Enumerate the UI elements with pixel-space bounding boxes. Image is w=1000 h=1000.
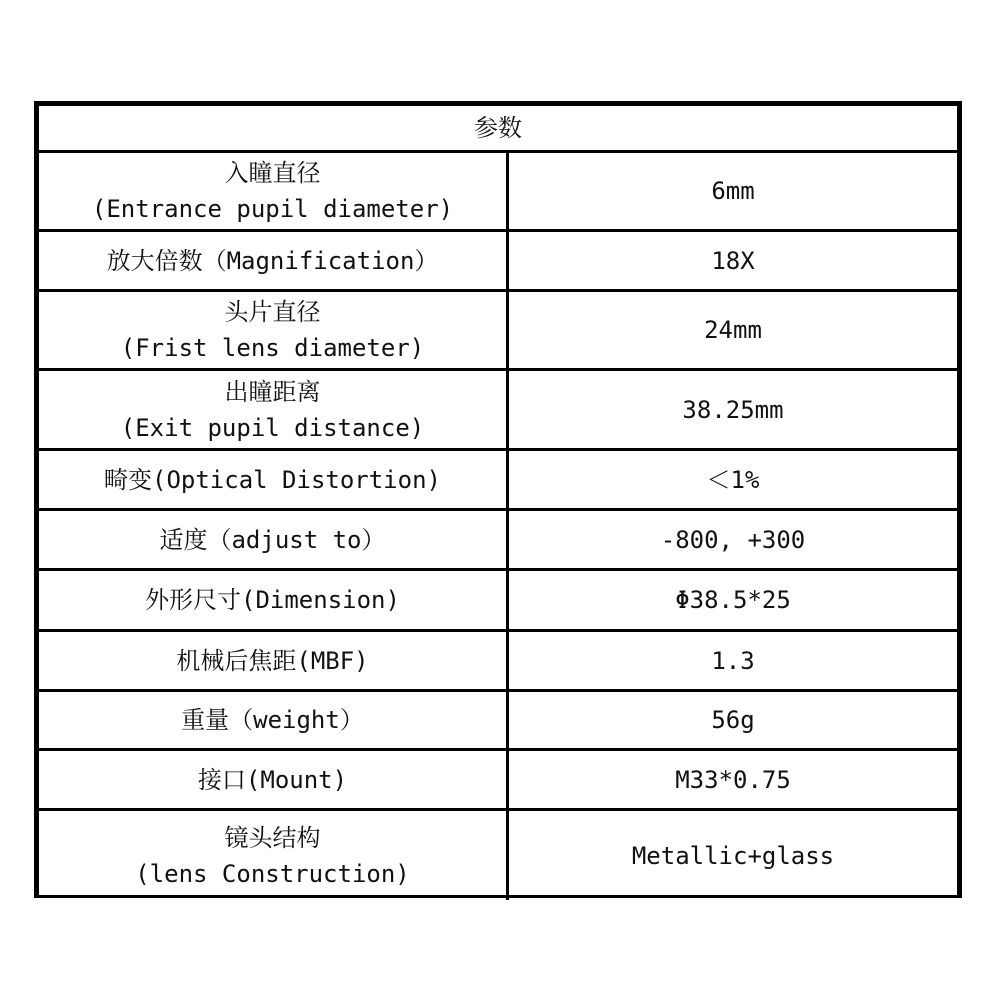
table-row [39, 568, 957, 629]
table-row [39, 368, 957, 448]
spec-table [34, 101, 962, 898]
param-label-en: (Frist lens diameter) [120, 334, 425, 362]
param-label-cn: 机械后焦距(MBF) [176, 646, 369, 675]
param-label-en: (Entrance pupil diameter) [91, 195, 454, 223]
param-value: 56g [711, 706, 755, 734]
param-label-cell [39, 232, 509, 289]
table-row [39, 150, 957, 229]
param-label-cell [39, 292, 509, 368]
param-label-cell [39, 451, 509, 508]
param-label-cell [39, 511, 509, 568]
param-label-cell [39, 371, 509, 448]
param-value: ＜1% [706, 465, 760, 494]
param-label-cn: 出瞳距离 [224, 377, 321, 406]
param-label-cn: 镜头结构 [224, 823, 321, 852]
param-label-cn: 适度（adjust to） [159, 525, 386, 554]
table-row [39, 748, 957, 808]
param-label-en: (Exit pupil distance) [120, 413, 425, 442]
param-value: Φ38.5*25 [675, 586, 791, 614]
param-value: M33*0.75 [675, 765, 791, 794]
table-row [39, 229, 957, 289]
param-value: 1.3 [711, 646, 755, 675]
param-label-cn: 头片直径 [224, 298, 321, 326]
table-row [39, 508, 957, 568]
param-label-cn: 接口(Mount) [197, 765, 348, 794]
param-label-cn: 入瞳直径 [224, 159, 321, 187]
param-label-cell [39, 153, 509, 229]
table-bottom-border [34, 895, 962, 898]
param-value: Metallic+glass [631, 841, 835, 870]
param-label-cn: 畸变(Optical Distortion) [104, 465, 441, 494]
table-header: 参数 [474, 114, 522, 142]
table-row [39, 629, 957, 689]
param-label-cell [39, 692, 509, 748]
param-label-cell [39, 751, 509, 808]
param-label-cn: 重量（weight） [181, 706, 364, 734]
table-row [39, 689, 957, 748]
param-label-cn: 放大倍数（Magnification） [106, 246, 439, 275]
param-label-cell [39, 632, 509, 689]
param-value: 18X [711, 246, 755, 275]
table-header-row [39, 103, 957, 153]
param-value: 38.25mm [682, 395, 784, 424]
param-value: -800, +300 [660, 525, 806, 554]
table-row [39, 448, 957, 508]
param-label-cell [39, 811, 509, 900]
param-label-cell [39, 571, 509, 629]
param-label-cn: 外形尺寸(Dimension) [145, 586, 400, 614]
param-value: 24mm [704, 316, 762, 344]
param-value: 6mm [711, 177, 755, 205]
param-label-en: (lens Construction) [135, 859, 410, 888]
table-row [39, 808, 957, 900]
table-row [39, 289, 957, 368]
